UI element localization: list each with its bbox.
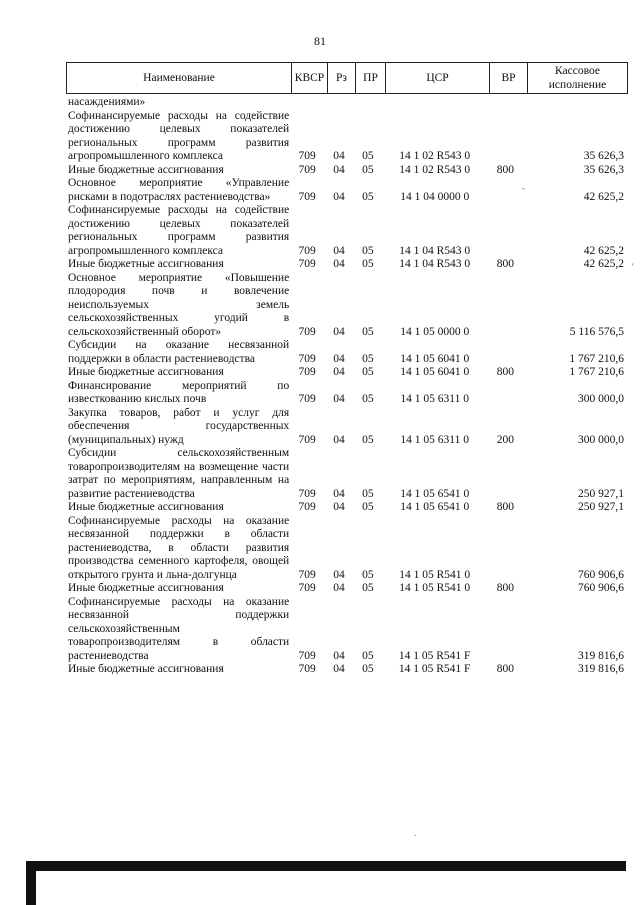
row-csr: 14 1 05 0000 0: [400, 325, 470, 338]
row-name: Иные бюджетные ассигнования: [68, 366, 224, 378]
row-rz: 04: [333, 325, 345, 338]
table-body: [66, 96, 626, 677]
row-csr: 14 1 02 R543 0: [399, 163, 471, 176]
header-kvsr: КВСР: [292, 63, 328, 94]
row-csr: 14 1 05 R541 F: [398, 663, 471, 675]
row-sum: 42 625,2: [583, 244, 624, 257]
row-rz: 04: [333, 582, 345, 594]
row-sum: 760 906,6: [578, 568, 624, 581]
row-kvsr: 709: [298, 366, 316, 378]
row-name: Субсидии сельскохозяйственным товаропроизводителям на возмещение части затрат по мероприятиям, направленным на развитие растениеводства: [68, 447, 290, 500]
header-sum: Кассовое исполнение: [528, 63, 628, 94]
scan-bottom-border: [26, 861, 626, 871]
row-sum: 250 927,1: [578, 501, 624, 513]
row-pr: 05: [362, 150, 374, 162]
row-kvsr: 709: [298, 244, 316, 257]
row-name: Софинансируемые расходы на содействие достижению целевых показателей региональных программ развития агропромышленного комплекса: [68, 109, 290, 162]
header-pr: ПР: [356, 63, 386, 94]
row-sum: 35 626,3: [583, 163, 624, 176]
row-kvsr: 709: [298, 352, 316, 365]
table-row: [66, 366, 626, 380]
row-sum: 1 767 210,6: [569, 352, 624, 365]
row-sum: 300 000,0: [578, 393, 624, 405]
row-pr: 05: [362, 582, 374, 594]
row-sum: 319 816,6: [578, 649, 624, 662]
table-row: [66, 110, 626, 164]
table-row: [66, 380, 626, 407]
table-row: [66, 596, 626, 664]
row-rz: 04: [333, 163, 345, 176]
row-pr: 05: [362, 393, 374, 405]
row-kvsr: 709: [298, 433, 316, 446]
page-number: 81: [314, 34, 326, 48]
header-csr: ЦСР: [386, 63, 490, 94]
row-csr: 14 1 02 R543 0: [399, 150, 471, 162]
row-name: Основное мероприятие «Управление рисками в подотраслях растениеводства»: [68, 177, 290, 203]
row-pr: 05: [362, 649, 374, 662]
row-sum: 5 116 576,5: [569, 325, 624, 338]
row-rz: 04: [333, 150, 345, 162]
table-row: [66, 515, 626, 583]
row-vr: 800: [496, 258, 515, 270]
row-pr: 05: [362, 352, 374, 365]
row-sum: 42 625,2: [583, 190, 624, 203]
table-row: [66, 177, 626, 204]
row-csr: 14 1 04 0000 0: [400, 190, 470, 203]
row-sum: 319 816,6: [578, 663, 624, 675]
row-pr: 05: [362, 568, 374, 581]
row-rz: 04: [333, 366, 345, 378]
row-name: Иные бюджетные ассигнования: [68, 163, 224, 176]
row-rz: 04: [333, 244, 345, 257]
row-vr: 800: [496, 582, 515, 594]
scan-speck: ': [632, 262, 634, 272]
table-row: [66, 663, 626, 677]
table-row: [66, 258, 626, 272]
row-rz: 04: [333, 433, 345, 446]
row-vr: 200: [496, 433, 515, 446]
row-name: Софинансируемые расходы на оказание несвязанной поддержки в области растениеводства, в области развития производства семенного картофеля, овощей открытого грунта и льна-долгунца: [68, 514, 290, 581]
row-pr: 05: [362, 501, 374, 513]
row-csr: 14 1 05 R541 0: [399, 582, 471, 594]
row-kvsr: 709: [298, 501, 316, 513]
row-csr: 14 1 05 6311 0: [400, 433, 469, 446]
table-row: [66, 447, 626, 501]
row-csr: 14 1 05 6311 0: [400, 393, 469, 405]
row-name: Иные бюджетные ассигнования: [68, 501, 224, 513]
row-rz: 04: [333, 501, 345, 513]
row-sum: 42 625,2: [583, 258, 624, 270]
row-name: Основное мероприятие «Повышение плодородия почв и вовлечение неиспользуемых земель сельскохозяйственных угодий в сельскохозяйственный оборот»: [68, 271, 290, 338]
table-row: [66, 582, 626, 596]
row-sum: 35 626,3: [583, 150, 624, 162]
row-pr: 05: [362, 325, 374, 338]
row-rz: 04: [333, 568, 345, 581]
row-csr: 14 1 05 R541 0: [399, 568, 471, 581]
row-rz: 04: [333, 663, 345, 675]
row-kvsr: 709: [298, 258, 316, 270]
table-row: [66, 501, 626, 515]
row-vr: 800: [496, 366, 515, 378]
row-pr: 05: [362, 487, 374, 500]
row-pr: 05: [362, 244, 374, 257]
scan-speck: .: [414, 828, 417, 838]
row-sum: 250 927,1: [578, 487, 624, 500]
row-pr: 05: [362, 433, 374, 446]
row-csr: 14 1 04 R543 0: [399, 244, 471, 257]
row-name: Софинансируемые расходы на содействие достижению целевых показателей региональных программ развития агропромышленного комплекса: [68, 204, 290, 257]
header-rz: Рз: [328, 63, 356, 94]
row-rz: 04: [333, 258, 345, 270]
row-name: Субсидии на оказание несвязанной поддержки в области растениеводства: [68, 339, 290, 365]
row-kvsr: 709: [298, 325, 316, 338]
row-sum: 300 000,0: [578, 433, 624, 446]
header-name: Наименование: [67, 63, 292, 94]
row-kvsr: 709: [298, 190, 316, 203]
row-kvsr: 709: [298, 150, 316, 162]
table-row: [66, 272, 626, 340]
row-kvsr: 709: [298, 487, 316, 500]
row-name: Софинансируемые расходы на оказание несвязанной поддержки сельскохозяйственным товаропроизводителям в области растениеводства: [68, 595, 290, 662]
row-name: Иные бюджетные ассигнования: [68, 663, 224, 675]
row-kvsr: 709: [298, 163, 316, 176]
row-kvsr: 709: [298, 582, 316, 594]
row-rz: 04: [333, 352, 345, 365]
table-row: [66, 339, 626, 366]
row-rz: 04: [333, 649, 345, 662]
row-csr: 14 1 04 R543 0: [399, 258, 471, 270]
row-vr: 800: [496, 501, 515, 513]
row-csr: 14 1 05 6041 0: [400, 352, 470, 365]
row-pr: 05: [362, 663, 374, 675]
row-sum: 1 767 210,6: [569, 366, 624, 378]
row-rz: 04: [333, 190, 345, 203]
row-name: насаждениями»: [68, 96, 146, 108]
row-sum: 760 906,6: [578, 582, 624, 594]
row-kvsr: 709: [298, 663, 316, 675]
row-name: Иные бюджетные ассигнования: [68, 582, 224, 594]
row-pr: 05: [362, 258, 374, 270]
row-pr: 05: [362, 366, 374, 378]
table-row: [66, 407, 626, 448]
table-row: [66, 96, 626, 110]
row-kvsr: 709: [298, 649, 316, 662]
header-vr: ВР: [490, 63, 528, 94]
row-rz: 04: [333, 393, 345, 405]
row-pr: 05: [362, 190, 374, 203]
row-csr: 14 1 05 6041 0: [400, 366, 470, 378]
row-csr: 14 1 05 6541 0: [400, 501, 470, 513]
row-csr: 14 1 05 6541 0: [400, 487, 470, 500]
table-row: [66, 164, 626, 178]
row-vr: 800: [496, 163, 515, 176]
table-header: [66, 62, 628, 94]
row-vr: 800: [496, 663, 515, 675]
row-name: Закупка товаров, работ и услуг для обеспечения государственных (муниципальных) нужд: [68, 406, 290, 446]
row-kvsr: 709: [298, 393, 316, 405]
row-csr: 14 1 05 R541 F: [398, 649, 471, 662]
scan-speck: -: [522, 183, 525, 193]
row-kvsr: 709: [298, 568, 316, 581]
row-rz: 04: [333, 487, 345, 500]
table-row: [66, 204, 626, 258]
row-pr: 05: [362, 163, 374, 176]
scan-left-border: [26, 861, 36, 905]
row-name: Финансирование мероприятий по известкованию кислых почв: [68, 379, 290, 405]
row-name: Иные бюджетные ассигнования: [68, 258, 224, 270]
